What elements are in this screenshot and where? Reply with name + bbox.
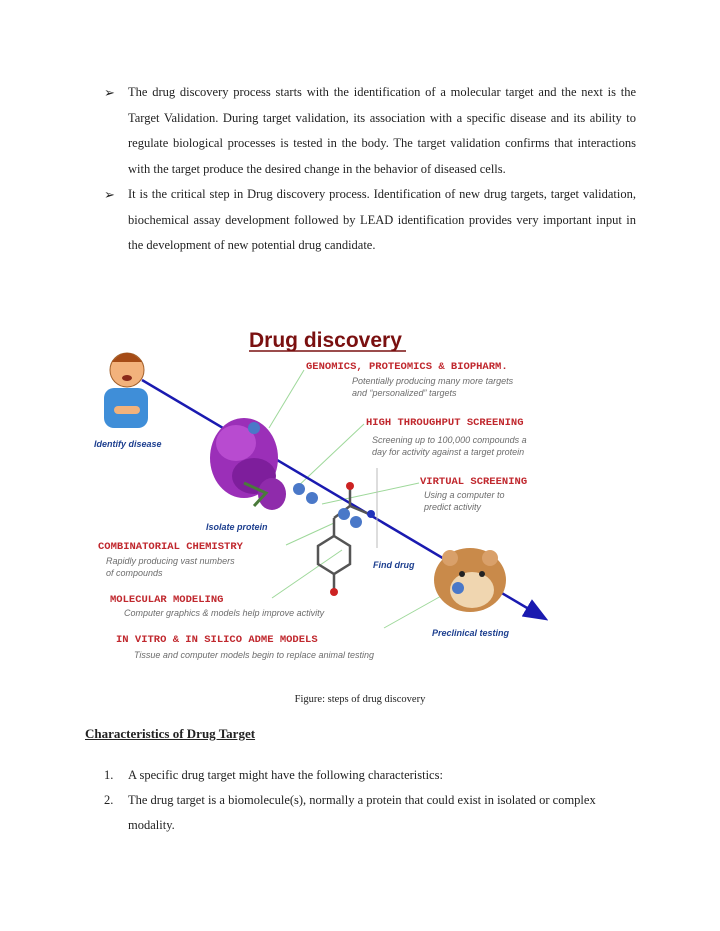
process-node xyxy=(452,582,464,594)
numbered-list xyxy=(104,763,624,838)
section-heading: Characteristics of Drug Target xyxy=(85,726,256,741)
label-preclinical-testing: Preclinical testing xyxy=(432,628,510,638)
figure-caption: Figure: steps of drug discovery xyxy=(294,694,426,705)
step-combinatorial-text: Rapidly producing vast numbers xyxy=(106,556,235,566)
drug-discovery-diagram xyxy=(94,318,594,678)
arrow-bullet-icon: ➢ xyxy=(104,187,115,202)
hamster-image xyxy=(434,548,506,612)
nitrogen-atom-icon xyxy=(367,510,375,518)
oxygen-atom-icon xyxy=(346,482,354,490)
process-node xyxy=(306,492,318,504)
step-genomics-text: and “personalized” targets xyxy=(352,388,457,398)
step-virtual-text: Using a computer to xyxy=(424,490,505,500)
list-text: A specific drug target might have the following characteristics: xyxy=(128,768,443,782)
step-genomics-text: Potentially producing many more targets xyxy=(352,376,514,386)
step-adme-text: Tissue and computer models begin to replace animal testing xyxy=(134,650,375,660)
step-virtual-title: VIRTUAL SCREENING xyxy=(420,476,528,488)
oxygen-atom-icon xyxy=(330,588,338,596)
bullet-list xyxy=(104,80,636,259)
protein-structure-image xyxy=(210,418,286,510)
step-molecular-text: Computer graphics & models help improve activity xyxy=(124,608,325,618)
step-molecular-title: MOLECULAR MODELING xyxy=(110,594,224,606)
label-isolate-protein: Isolate protein xyxy=(206,522,268,532)
process-node xyxy=(338,508,350,520)
bullet-text: It is the critical step in Drug discovery process. Identification of new drug targets, target validation, biochemical assay development followed by LEAD identification provides very important input in the development of new potential drug candidate. xyxy=(128,187,636,252)
figure-title: Drug discovery xyxy=(249,329,402,352)
process-node xyxy=(248,422,260,434)
list-number: 2. xyxy=(104,793,114,807)
step-genomics-title: GENOMICS, PROTEOMICS & BIOPHARM. xyxy=(306,361,508,373)
step-hts-title: HIGH THROUGHPUT SCREENING xyxy=(366,417,524,429)
step-hts-text: day for activity against a target protein xyxy=(372,447,525,457)
process-node xyxy=(293,483,305,495)
step-hts-text: Screening up to 100,000 compounds a xyxy=(372,435,527,445)
label-find-drug: Find drug xyxy=(373,560,415,570)
label-identify-disease: Identify disease xyxy=(94,439,162,449)
step-adme-title: IN VITRO & IN SILICO ADME MODELS xyxy=(116,634,318,646)
bullet-item xyxy=(104,182,636,259)
patient-icon xyxy=(104,353,148,428)
step-combinatorial-text: of compounds xyxy=(106,568,163,578)
process-node xyxy=(350,516,362,528)
step-virtual-text: predict activity xyxy=(424,502,482,512)
list-text: The drug target is a biomolecule(s), normally a protein that could exist in isolated or complex modality. xyxy=(128,793,596,832)
arrow-bullet-icon: ➢ xyxy=(104,85,115,100)
list-item xyxy=(104,763,624,788)
step-combinatorial-title: COMBINATORIAL CHEMISTRY xyxy=(98,541,243,553)
list-number: 1. xyxy=(104,768,114,782)
drug-discovery-figure xyxy=(94,318,594,678)
bullet-text: The drug discovery process starts with the identification of a molecular target and the next is the Target Validation. During target validation, its association with a specific disease and its ability to regulate biological processes is tested in the body. The target validation confirms that interactions with the target produce the desired change in the behavior of diseased cells. xyxy=(128,85,636,176)
bullet-item xyxy=(104,80,636,182)
list-item xyxy=(104,788,624,838)
